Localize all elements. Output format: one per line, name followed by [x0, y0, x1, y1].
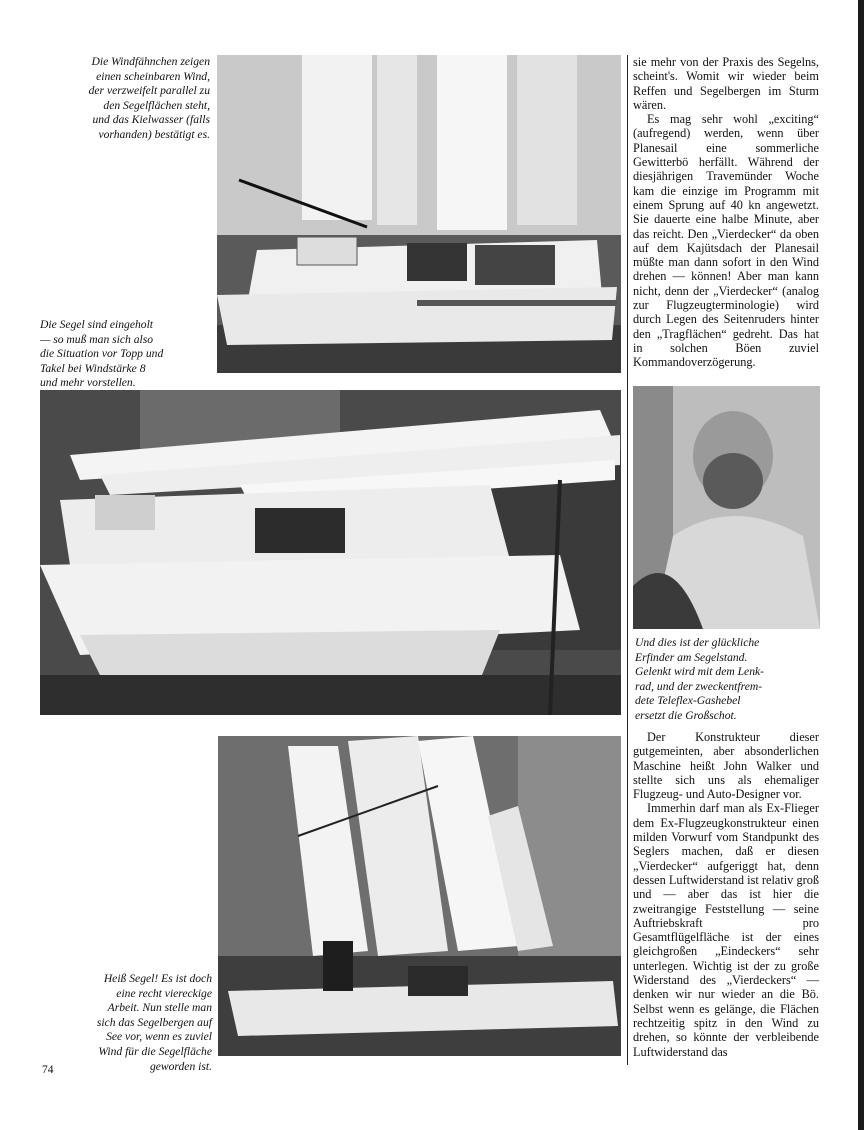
caption-line: einen scheinbaren Wind, — [96, 69, 210, 83]
caption-line: sich das Segelbergen auf — [96, 1015, 212, 1029]
caption-line: Erfinder am Segelstand. — [635, 650, 748, 664]
article-column-bottom — [633, 730, 819, 1059]
caption-line: den Segelflächen steht, — [103, 98, 210, 112]
photo-boat-sails-raised — [218, 736, 621, 1056]
caption-line: Heiß Segel! Es ist doch — [103, 972, 212, 985]
caption-line: Die Windfähnchen zeigen — [91, 55, 210, 68]
caption-line: Wind für die Segelfläche — [98, 1044, 212, 1058]
caption-line: dete Teleflex-Gashebel — [635, 694, 741, 708]
caption-line: ersetzt die Großschot. — [635, 708, 737, 722]
caption-line: und das Kielwasser (falls — [92, 113, 210, 127]
caption-line: vorhanden) bestätigt es. — [98, 127, 210, 141]
photo-boat-sailing — [217, 55, 621, 373]
caption-line: und mehr vorstellen. — [40, 376, 136, 390]
caption-line: die Situation vor Topp und — [40, 347, 164, 361]
photo-inventor — [633, 386, 820, 629]
caption-line: See vor, wenn es zuviel — [106, 1030, 212, 1044]
caption-line: rad, und der zweckentfrem- — [635, 679, 763, 693]
caption-line: Takel bei Windstärke 8 — [40, 361, 146, 375]
page-number: 74 — [42, 1064, 54, 1076]
page-edge — [858, 0, 864, 1130]
caption-inventor — [635, 636, 820, 724]
caption-sails-stowed — [40, 318, 215, 391]
article-paragraph: Es mag sehr wohl „exciting“ (aufregend) werden, wenn über Planesail eine sommerliche Gewitterbö herfällt. Während der diesjährigen Travemünder Woche kam die einzige im Programm mit einem Sprung auf 40 kn angewetzt. Sie dauerte eine halbe Minute, aber das reicht. Den „Vierdecker“ da oben auf dem Kajütsdach der Planesail müßte man dann sofort in den Wind drehen — können! Aber man kann nicht, denn der „Vierdecker“ (analog zur Flugzeugterminologie) wird durch Legen des Seitenruders hinter den „Tragflächen“ gedreht. Das hat in solchen Böen zuviel Kommandoverzögerung. — [633, 112, 819, 370]
caption-line: der verzweifelt parallel zu — [88, 84, 210, 98]
caption-hot-sail — [40, 972, 212, 1074]
article-paragraph: sie mehr von der Praxis des Segelns, scheint's. Womit wir wieder beim Reffen und Segelbergen im Sturm wären. — [633, 55, 819, 112]
caption-line: eine recht viereckige — [116, 986, 212, 1000]
caption-wind-vanes — [18, 55, 210, 143]
caption-line: Und dies ist der glückliche — [635, 636, 760, 649]
article-paragraph: Der Konstrukteur dieser gutgemeinten, aber absonderlichen Maschine heißt John Walker und stellte sich uns als ehemaliger Flugzeug- und Auto-Designer vor. — [633, 730, 819, 802]
article-paragraph: Immerhin darf man als Ex-Flieger dem Ex-Flugzeugkonstrukteur einen milden Vorwurf vom Standpunkt des Seglers machen, daß er diesen „Vierdecker“ aufgeriggt hat, denn dessen Luftwiderstand ist relativ groß und — aber das ist hier die zweitrangige Feststellung — seine Auftriebskraft pro Gesamtflügelfläche ist der eines gleichgroßen „Eindeckers“ sehr unterlegen. Wichtig ist der zu große Widerstand des „Vierdeckers“ — denken wir nur wieder an die Bö. Selbst wenn es gelänge, die Flächen rechtzeitig spitz in den Wind zu drehen, so könnte der verbleibende Luftwiderstand das — [633, 801, 819, 1059]
column-rule — [627, 55, 628, 1065]
caption-line: Arbeit. Nun stelle man — [107, 1001, 212, 1015]
caption-line: — so muß man sich also — [40, 332, 154, 346]
photo-boat-stowed — [40, 390, 621, 715]
caption-line: geworden ist. — [149, 1059, 212, 1073]
caption-line: Gelenkt wird mit dem Lenk- — [635, 665, 765, 679]
caption-line: Die Segel sind eingeholt — [40, 318, 154, 331]
article-column-top — [633, 55, 819, 370]
